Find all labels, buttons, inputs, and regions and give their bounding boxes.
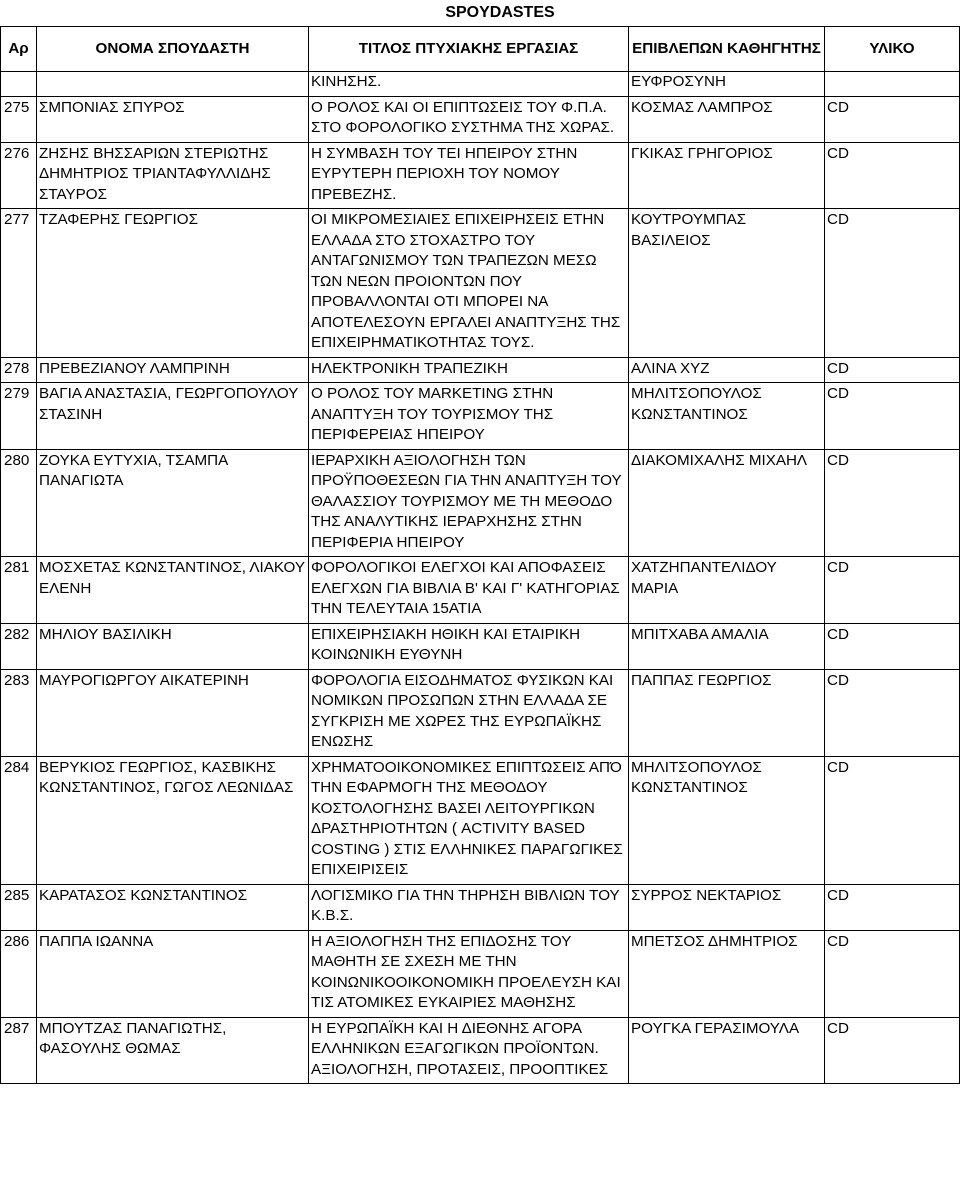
- row-number: 283: [1, 669, 37, 756]
- table-row: [1, 96, 960, 142]
- student-name: ΣΜΠΟΝΙΑΣ ΣΠΥΡΟΣ: [37, 96, 309, 142]
- report-title: SPOYDASTES: [445, 4, 555, 21]
- thesis-title: ΛΟΓΙΣΜΙΚΟ ΓΙΑ ΤΗΝ ΤΗΡΗΣΗ ΒΙΒΛΙΩΝ ΤΟΥ Κ.Β.Σ.: [309, 884, 629, 930]
- thesis-title: Ο ΡΟΛΟΣ ΤΟΥ MARKETING ΣΤΗΝ ΑΝΑΠΤΥΞΗ ΤΟΥ ΤΟΥΡΙΣΜΟΥ ΤΗΣ ΠΕΡΙΦΕΡΕΙΑΣ ΗΠΕΙΡΟΥ: [309, 383, 629, 450]
- supervisor-name: ΚΟΥΤΡΟΥΜΠΑΣ ΒΑΣΙΛΕΙΟΣ: [629, 209, 825, 358]
- row-number: 277: [1, 209, 37, 358]
- student-name: ΖΟΥΚΑ ΕΥΤΥΧΙΑ, ΤΣΑΜΠΑ ΠΑΝΑΓΙΩΤΑ: [37, 449, 309, 557]
- material-type: CD: [825, 142, 960, 209]
- thesis-title: Η ΑΞΙΟΛΟΓΗΣΗ ΤΗΣ ΕΠΙΔΟΣΗΣ ΤΟΥ ΜΑΘΗΤΗ ΣΕ ΣΧΕΣΗ ΜΕ ΤΗΝ ΚΟΙΝΩΝΙΚΟΟΙΚΟΝΟΜΙΚΗ ΠΡΟΕΛΕΥΣΗ ΚΑΙ ΤΙΣ ΑΤΟΜΙΚΕΣ ΕΥΚΑΙΡΙΕΣ ΜΑΘΗΣΗΣ: [309, 930, 629, 1017]
- material-type: CD: [825, 669, 960, 756]
- supervisor-name: ΜΠΙΤΧΑΒΑ ΑΜΑΛΙΑ: [629, 623, 825, 669]
- thesis-title: ΗΛΕΚΤΡΟΝΙΚΗ ΤΡΑΠΕΖΙΚΗ: [309, 357, 629, 383]
- material-type: CD: [825, 930, 960, 1017]
- thesis-title: ΦΟΡΟΛΟΓΙΑ ΕΙΣΟΔΗΜΑΤΟΣ ΦΥΣΙΚΩΝ ΚΑΙ ΝΟΜΙΚΩΝ ΠΡΟΣΩΠΩΝ ΣΤΗΝ ΕΛΛΑΔΑ ΣΕ ΣΥΓΚΡΙΣΗ ΜΕ ΧΩΡΕΣ ΤΗΣ ΕΥΡΩΠΑΪΚΗΣ ΕΝΩΣΗΣ: [309, 669, 629, 756]
- material-type: CD: [825, 623, 960, 669]
- row-number: 280: [1, 449, 37, 557]
- student-name: ΖΗΣΗΣ ΒΗΣΣΑΡΙΩΝ ΣΤΕΡΙΩΤΗΣ ΔΗΜΗΤΡΙΟΣ ΤΡΙΑΝΤΑΦΥΛΛΙΔΗΣ ΣΤΑΥΡΟΣ: [37, 142, 309, 209]
- table-row: [1, 623, 960, 669]
- thesis-title: ΟΙ ΜΙΚΡΟΜΕΣΙΑΙΕΣ ΕΠΙΧΕΙΡΗΣΕΙΣ ΕΤΗΝ ΕΛΛΑΔΑ ΣΤΟ ΣΤΟΧΑΣΤΡΟ ΤΟΥ ΑΝΤΑΓΩΝΙΣΜΟΥ ΤΩΝ ΤΡΑΠΕΖΩΝ ΜΕΣΩ ΤΩΝ ΝΕΩΝ ΠΡΟΙΟΝΤΩΝ ΠΟΥ ΠΡΟΒΑΛΛΟΝΤΑΙ ΟΤΙ ΜΠΟΡΕΙ ΝΑ ΑΠΟΤΕΛΕΣΟΥΝ ΕΡΓΑΛΕΙ ΑΝΑΠΤΥΞΗΣ ΤΗΣ ΕΠΙΧΕΙΡΗΜΑΤΙΚΟΤΗΤΑΣ ΤΟΥΣ.: [309, 209, 629, 358]
- table-row: [1, 669, 960, 756]
- table-row: [1, 72, 960, 97]
- supervisor-name: ΓΚΙΚΑΣ ΓΡΗΓΟΡΙΟΣ: [629, 142, 825, 209]
- row-number: 282: [1, 623, 37, 669]
- table-row: [1, 357, 960, 383]
- student-name: ΒΑΓΙΑ ΑΝΑΣΤΑΣΙΑ, ΓΕΩΡΓΟΠΟΥΛΟΥ ΣΤΑΣΙΝΗ: [37, 383, 309, 450]
- thesis-title: Ο ΡΟΛΟΣ ΚΑΙ ΟΙ ΕΠΙΠΤΩΣΕΙΣ ΤΟΥ Φ.Π.Α. ΣΤΟ ΦΟΡΟΛΟΓΙΚΟ ΣΥΣΤΗΜΑ ΤΗΣ ΧΩΡΑΣ.: [309, 96, 629, 142]
- table-row: [1, 930, 960, 1017]
- supervisor-name: ΜΗΛΙΤΣΟΠΟΥΛΟΣ ΚΩΝΣΤΑΝΤΙΝΟΣ: [629, 383, 825, 450]
- thesis-title: ΦΟΡΟΛΟΓΙΚΟΙ ΕΛΕΓΧΟΙ ΚΑΙ ΑΠΟΦΑΣΕΙΣ ΕΛΕΓΧΩΝ ΓΙΑ ΒΙΒΛΙΑ Β' ΚΑΙ Γ' ΚΑΤΗΓΟΡΙΑΣ ΤΗΝ ΤΕΛΕΥΤΑΙΑ 15ΑΤΙΑ: [309, 557, 629, 624]
- table-header-row: [1, 27, 960, 72]
- table-row: [1, 884, 960, 930]
- supervisor-name: ΑΛΙΝΑ ΧΥΖ: [629, 357, 825, 383]
- material-type: CD: [825, 884, 960, 930]
- student-name: [37, 72, 309, 97]
- table-row: [1, 449, 960, 557]
- header-thesis-title: ΤΙΤΛΟΣ ΠΤΥΧΙΑΚΗΣ ΕΡΓΑΣΙΑΣ: [309, 27, 629, 72]
- material-type: CD: [825, 557, 960, 624]
- table-row: [1, 756, 960, 884]
- supervisor-name: ΚΟΣΜΑΣ ΛΑΜΠΡΟΣ: [629, 96, 825, 142]
- supervisor-name: ΧΑΤΖΗΠΑΝΤΕΛΙΔΟΥ ΜΑΡΙΑ: [629, 557, 825, 624]
- header-material: ΥΛΙΚΟ: [825, 27, 960, 72]
- row-number: 285: [1, 884, 37, 930]
- supervisor-name: ΠΑΠΠΑΣ ΓΕΩΡΓΙΟΣ: [629, 669, 825, 756]
- table-row: [1, 557, 960, 624]
- student-name: ΜΟΣΧΕΤΑΣ ΚΩΝΣΤΑΝΤΙΝΟΣ, ΛΙΑΚΟΥ ΕΛΕΝΗ: [37, 557, 309, 624]
- theses-table: [0, 26, 960, 1084]
- material-type: [825, 72, 960, 97]
- header-student-name: ΟΝΟΜΑ ΣΠΟΥΔΑΣΤΗ: [37, 27, 309, 72]
- table-row: [1, 1017, 960, 1084]
- row-number: 278: [1, 357, 37, 383]
- student-name: ΠΑΠΠΑ ΙΩΑΝΝΑ: [37, 930, 309, 1017]
- supervisor-name: ΜΠΕΤΣΟΣ ΔΗΜΗΤΡΙΟΣ: [629, 930, 825, 1017]
- thesis-title: ΚΙΝΗΣΗΣ.: [309, 72, 629, 97]
- supervisor-name: ΔΙΑΚΟΜΙΧΑΛΗΣ ΜΙΧΑΗΛ: [629, 449, 825, 557]
- material-type: CD: [825, 96, 960, 142]
- row-number: 287: [1, 1017, 37, 1084]
- student-name: ΠΡΕΒΕΖΙΑΝΟΥ ΛΑΜΠΡΙΝΗ: [37, 357, 309, 383]
- table-row: [1, 142, 960, 209]
- student-name: ΜΑΥΡΟΓΙΩΡΓΟΥ ΑΙΚΑΤΕΡΙΝΗ: [37, 669, 309, 756]
- row-number: 286: [1, 930, 37, 1017]
- row-number: 281: [1, 557, 37, 624]
- table-row: [1, 383, 960, 450]
- header-number: Αρ: [1, 27, 37, 72]
- material-type: CD: [825, 449, 960, 557]
- thesis-title: ΙΕΡΑΡΧΙΚΗ ΑΞΙΟΛΟΓΗΣΗ ΤΩΝ ΠΡΟΫΠΟΘΕΣΕΩΝ ΓΙΑ ΤΗΝ ΑΝΑΠΤΥΞΗ ΤΟΥ ΘΑΛΑΣΣΙΟΥ ΤΟΥΡΙΣΜΟΥ ΜΕ ΤΗ ΜΕΘΟΔΟ ΤΗΣ ΑΝΑΛΥΤΙΚΗΣ ΙΕΡΑΡΧΗΣΗΣ ΣΤΗΝ ΠΕΡΙΦΕΡΙΑ ΗΠΕΙΡΟΥ: [309, 449, 629, 557]
- row-number: 276: [1, 142, 37, 209]
- supervisor-name: ΕΥΦΡΟΣΥΝΗ: [629, 72, 825, 97]
- material-type: CD: [825, 756, 960, 884]
- thesis-title: Η ΕΥΡΩΠΑΪΚΗ ΚΑΙ Η ΔΙΕΘΝΗΣ ΑΓΟΡΑ ΕΛΛΗΝΙΚΩΝ ΕΞΑΓΩΓΙΚΩΝ ΠΡΟΪΟΝΤΩΝ. ΑΞΙΟΛΟΓΗΣΗ, ΠΡΟΤΑΣΕΙΣ, ΠΡΟΟΠΤΙΚΕΣ: [309, 1017, 629, 1084]
- student-name: ΤΖΑΦΕΡΗΣ ΓΕΩΡΓΙΟΣ: [37, 209, 309, 358]
- supervisor-name: ΜΗΛΙΤΣΟΠΟΥΛΟΣ ΚΩΝΣΤΑΝΤΙΝΟΣ: [629, 756, 825, 884]
- thesis-title: ΕΠΙΧΕΙΡΗΣΙΑΚΗ ΗΘΙΚΗ ΚΑΙ ΕΤΑΙΡΙΚΗ ΚΟΙΝΩΝΙΚΗ ΕΥΘΥΝΗ: [309, 623, 629, 669]
- material-type: CD: [825, 383, 960, 450]
- material-type: CD: [825, 209, 960, 358]
- row-number: 284: [1, 756, 37, 884]
- student-name: ΒΕΡΥΚΙΟΣ ΓΕΩΡΓΙΟΣ, ΚΑΣΒΙΚΗΣ ΚΩΝΣΤΑΝΤΙΝΟΣ, ΓΩΓΟΣ ΛΕΩΝΙΔΑΣ: [37, 756, 309, 884]
- table-row: [1, 209, 960, 358]
- material-type: CD: [825, 1017, 960, 1084]
- student-name: ΚΑΡΑΤΑΣΟΣ ΚΩΝΣΤΑΝΤΙΝΟΣ: [37, 884, 309, 930]
- student-name: ΜΠΟΥΤΖΑΣ ΠΑΝΑΓΙΩΤΗΣ, ΦΑΣΟΥΛΗΣ ΘΩΜΑΣ: [37, 1017, 309, 1084]
- header-supervisor: ΕΠΙΒΛΕΠΩΝ ΚΑΘΗΓΗΤΗΣ: [629, 27, 825, 72]
- supervisor-name: ΡΟΥΓΚΑ ΓΕΡΑΣΙΜΟΥΛΑ: [629, 1017, 825, 1084]
- row-number: 275: [1, 96, 37, 142]
- student-name: ΜΗΛΙΟΥ ΒΑΣΙΛΙΚΗ: [37, 623, 309, 669]
- row-number: [1, 72, 37, 97]
- thesis-title: ΧΡΗΜΑΤΟΟΙΚΟΝΟΜΙΚΕΣ ΕΠΙΠΤΩΣΕΙΣ ΑΠΌ ΤΗΝ ΕΦΑΡΜΟΓΗ ΤΗΣ ΜΕΘΟΔΟΥ ΚΟΣΤΟΛΟΓΗΣΗΣ ΒΑΣΕΙ ΛΕΙΤΟΥΡΓΙΚΩΝ ΔΡΑΣΤΗΡΙΟΤΗΤΩΝ ( ACTIVITY BASED COSTING ) ΣΤΙΣ ΕΛΛΗΝΙΚΕΣ ΠΑΡΑΓΩΓΙΚΕΣ ΕΠΙΧΕΙΡΙΣΕΙΣ: [309, 756, 629, 884]
- thesis-title: Η ΣΥΜΒΑΣΗ ΤΟΥ ΤΕΙ ΗΠΕΙΡΟΥ ΣΤΗΝ ΕΥΡΥΤΕΡΗ ΠΕΡΙΟΧΗ ΤΟΥ ΝΟΜΟΥ ΠΡΕΒΕΖΗΣ.: [309, 142, 629, 209]
- row-number: 279: [1, 383, 37, 450]
- material-type: CD: [825, 357, 960, 383]
- supervisor-name: ΣΥΡΡΟΣ ΝΕΚΤΑΡΙΟΣ: [629, 884, 825, 930]
